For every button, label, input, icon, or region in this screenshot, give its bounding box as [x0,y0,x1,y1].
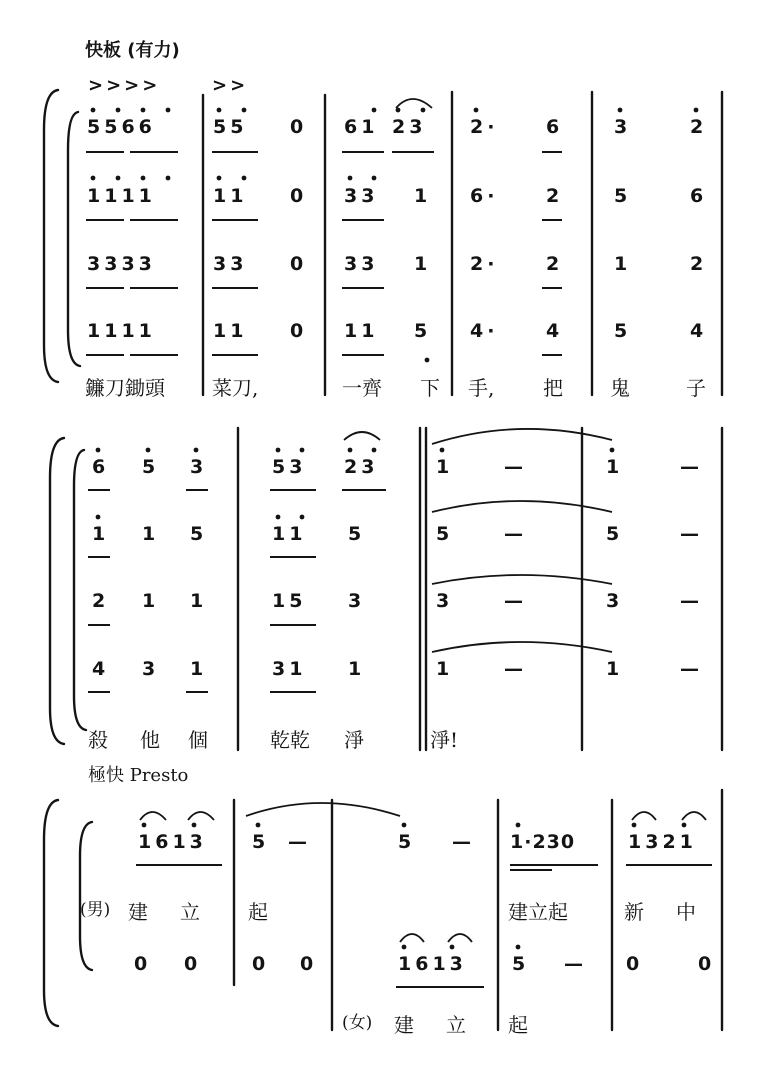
dash: — [504,658,527,680]
note: 2· [470,116,499,138]
note-group: 3333 [87,253,156,275]
note: 1 [92,523,110,545]
note-group: 33 [344,185,379,207]
note: 2 [546,185,564,207]
tempo-marking: 極快 Presto [88,765,189,786]
note: 3 [190,456,208,478]
lyric: 起 [508,1013,528,1037]
note: 3 [436,590,454,612]
lyric: 他 [140,728,160,752]
note: 1 [414,185,432,207]
lyric: 建 [128,900,148,924]
rest: 0 [290,185,308,207]
note-group: 11 [272,523,307,545]
note: 3 [606,590,624,612]
note-group: 1321 [628,831,697,853]
lyric: 立 [180,900,200,924]
note: 2 [690,253,708,275]
lyric: 淨 [344,728,364,752]
note-group: 1111 [87,185,156,207]
rest: 0 [252,953,270,975]
dash: — [288,831,311,853]
rest: 0 [300,953,318,975]
note-group: 11 [213,320,248,342]
note: 5 [142,456,160,478]
outer-brace [50,438,64,744]
note-group: 23 [344,456,379,478]
note: 6 [546,116,564,138]
note-group: 33 [344,253,379,275]
note: 5 [398,831,416,853]
lyric: 手, [468,376,495,400]
note: 6 [92,456,110,478]
rest: 0 [184,953,202,975]
tempo-marking: 快板 (有力) [85,40,180,61]
note: 1 [606,456,624,478]
lyric: 鬼 [610,376,630,400]
note: 2· [470,253,499,275]
lyric: 建立起 [508,900,568,924]
inner-brace [74,450,86,730]
note: 5 [614,320,632,342]
rest: 0 [626,953,644,975]
note-group: 15 [272,590,307,612]
note-group: 11 [344,320,379,342]
note: 5 [606,523,624,545]
dash: — [504,456,527,478]
lyric: 殺 [88,728,108,752]
accent-marks: >> [212,75,249,96]
note: 4 [546,320,564,342]
note: 1 [436,658,454,680]
lyric: 子 [686,376,706,400]
note: 1 [436,456,454,478]
male-voice-label: (男) [80,900,111,920]
accent-marks: >>>> [88,75,161,96]
dash: — [680,523,703,545]
note-group: 33 [213,253,248,275]
note: 5 [414,320,432,342]
note-group: 31 [272,658,307,680]
note: 1 [414,253,432,275]
note: 4 [92,658,110,680]
note-group: 1613 [138,831,207,853]
note: 5 [512,953,530,975]
dash: — [680,456,703,478]
inner-brace [80,822,92,970]
note: 1 [606,658,624,680]
note: 1 [614,253,632,275]
note-group: 1111 [87,320,156,342]
rest: 0 [290,253,308,275]
inner-brace [68,112,80,366]
lyric: 建 [394,1013,414,1037]
dash: — [504,590,527,612]
note: 2 [92,590,110,612]
outer-brace [44,800,58,1026]
note-group: 61 [344,116,379,138]
rest: 0 [290,320,308,342]
note: 4· [470,320,499,342]
note: 1 [190,590,208,612]
note-group: 23 [392,116,427,138]
note-group: 5566 [87,116,156,138]
rest: 0 [134,953,152,975]
lyric: 菜刀, [212,376,259,400]
lyric: 個 [188,728,208,752]
dash: — [564,953,587,975]
note-group: 11 [213,185,248,207]
note-group: 53 [272,456,307,478]
note: 3 [614,116,632,138]
rest: 0 [290,116,308,138]
lyric: 起 [248,900,268,924]
lyric: 新 [624,900,644,924]
outer-brace [44,90,58,382]
lyric: 中 [676,900,696,924]
note: 4 [690,320,708,342]
note: 1 [348,658,366,680]
lyric: 鐮刀鋤頭 [85,376,165,400]
lyric: 把 [543,376,563,400]
female-voice-label: (女) [342,1013,373,1033]
lyric: 立 [446,1013,466,1037]
lyric: 乾乾 [270,728,310,752]
lyric: 下 [420,376,440,400]
dash: — [452,831,475,853]
note: 2 [546,253,564,275]
dash: — [680,658,703,680]
dash: — [504,523,527,545]
note: 2 [690,116,708,138]
note: 1 [142,590,160,612]
note-group: 1·230 [510,831,576,853]
note: 5 [190,523,208,545]
note: 1 [190,658,208,680]
note: 1 [142,523,160,545]
note: 5 [436,523,454,545]
dash: — [680,590,703,612]
note: 5 [348,523,366,545]
lyric: 淨! [430,728,459,752]
note: 5 [252,831,270,853]
note: 3 [142,658,160,680]
rest: 0 [698,953,716,975]
note: 5 [614,185,632,207]
note: 6 [690,185,708,207]
note-group: 1613 [398,953,467,975]
note-group: 55 [213,116,248,138]
lyric: 一齊 [342,376,382,400]
note: 6· [470,185,499,207]
note: 3 [348,590,366,612]
